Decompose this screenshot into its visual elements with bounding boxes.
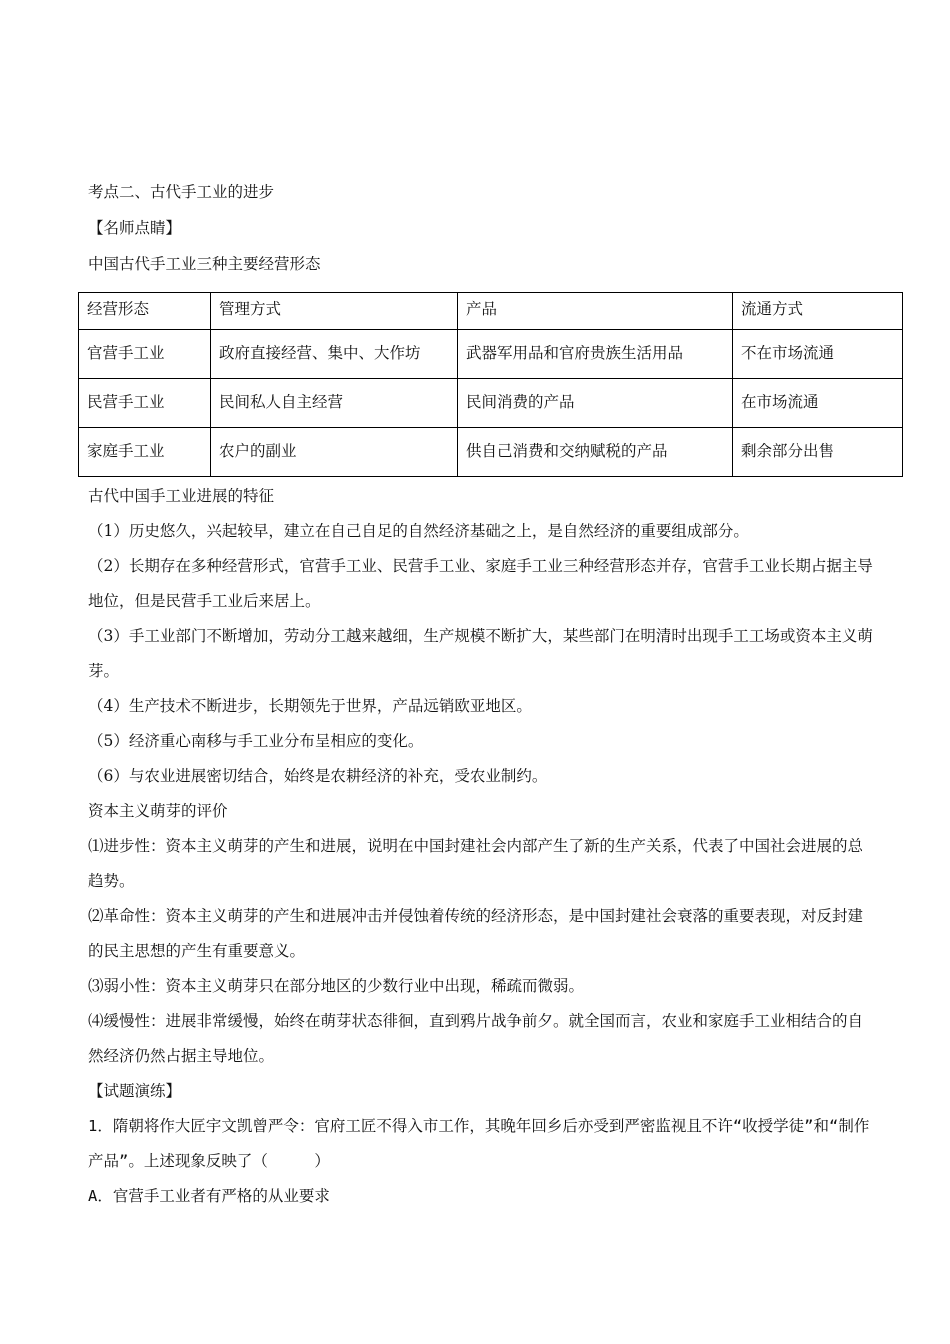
feature-item: （5）经济重心南移与手工业分布呈相应的变化。 xyxy=(88,732,424,750)
question-stem: 1．隋朝将作大匠宇文凯曾严令：官府工匠不得入市工作，其晚年回乡后亦受到严密监视且不许“收授学徒”和“制作产品”。上述现象反映了（ ） xyxy=(88,1117,870,1170)
document-page xyxy=(88,180,878,1214)
mingshi-heading: 【名师点睛】 xyxy=(88,219,182,237)
table-cell: 武器军用品和官府贵族生活用品 xyxy=(458,330,733,379)
evaluation-item: ⑵革命性：资本主义萌芽的产生和进展冲击并侵蚀着传统的经济形态，是中国封建社会衰落的重要表现，对反封建的民主思想的产生有重要意义。 xyxy=(88,907,864,960)
feature-item: （4）生产技术不断进步，长期领先于世界，产品远销欧亚地区。 xyxy=(88,697,532,715)
table-cell: 剩余部分出售 xyxy=(733,428,903,477)
table-cell: 政府直接经营、集中、大作坊 xyxy=(211,330,458,379)
table-row xyxy=(79,428,903,477)
table-cell: 在市场流通 xyxy=(733,379,903,428)
table-cell: 农户的副业 xyxy=(211,428,458,477)
business-forms-table xyxy=(78,292,903,477)
table-header-cell: 管理方式 xyxy=(211,293,458,330)
feature-item: （2）长期存在多种经营形式，官营手工业、民营手工业、家庭手工业三种经营形态并存，官营手工业长期占据主导地位，但是民营手工业后来居上。 xyxy=(88,557,873,610)
table-header-cell: 流通方式 xyxy=(733,293,903,330)
table-cell: 官营手工业 xyxy=(79,330,211,379)
table-cell: 民间消费的产品 xyxy=(458,379,733,428)
evaluation-item: ⑶弱小性：资本主义萌芽只在部分地区的少数行业中出现，稀疏而微弱。 xyxy=(88,977,585,995)
practice-heading: 【试题演练】 xyxy=(88,1082,182,1100)
feature-item: （6）与农业进展密切结合，始终是农耕经济的补充，受农业制约。 xyxy=(88,767,548,785)
table-cell: 不在市场流通 xyxy=(733,330,903,379)
table-cell: 民间私人自主经营 xyxy=(211,379,458,428)
table-row xyxy=(79,379,903,428)
table-row xyxy=(79,330,903,379)
evaluation-item: ⑴进步性：资本主义萌芽的产生和进展，说明在中国封建社会内部产生了新的生产关系，代表了中国社会进展的总趋势。 xyxy=(88,837,864,890)
table-cell: 供自己消费和交纳赋税的产品 xyxy=(458,428,733,477)
feature-item: （1）历史悠久，兴起较早，建立在自己自足的自然经济基础之上，是自然经济的重要组成部分。 xyxy=(88,522,749,540)
features-heading: 古代中国手工业进展的特征 xyxy=(88,487,275,505)
table-header-cell: 经营形态 xyxy=(79,293,211,330)
feature-item: （3）手工业部门不断增加，劳动分工越来越细，生产规模不断扩大，某些部门在明清时出现手工工场或资本主义萌芽。 xyxy=(88,627,873,680)
table-header-row xyxy=(79,293,903,330)
table-cell: 家庭手工业 xyxy=(79,428,211,477)
evaluation-heading: 资本主义萌芽的评价 xyxy=(88,802,228,820)
section-title: 考点二、古代手工业的进步 xyxy=(88,183,275,201)
table-header-cell: 产品 xyxy=(458,293,733,330)
forms-heading: 中国古代手工业三种主要经营形态 xyxy=(88,255,321,273)
question-option-a: A．官营手工业者有严格的从业要求 xyxy=(88,1187,330,1205)
evaluation-item: ⑷缓慢性：进展非常缓慢，始终在萌芽状态徘徊，直到鸦片战争前夕。就全国而言，农业和家庭手工业相结合的自然经济仍然占据主导地位。 xyxy=(88,1012,864,1065)
table-cell: 民营手工业 xyxy=(79,379,211,428)
